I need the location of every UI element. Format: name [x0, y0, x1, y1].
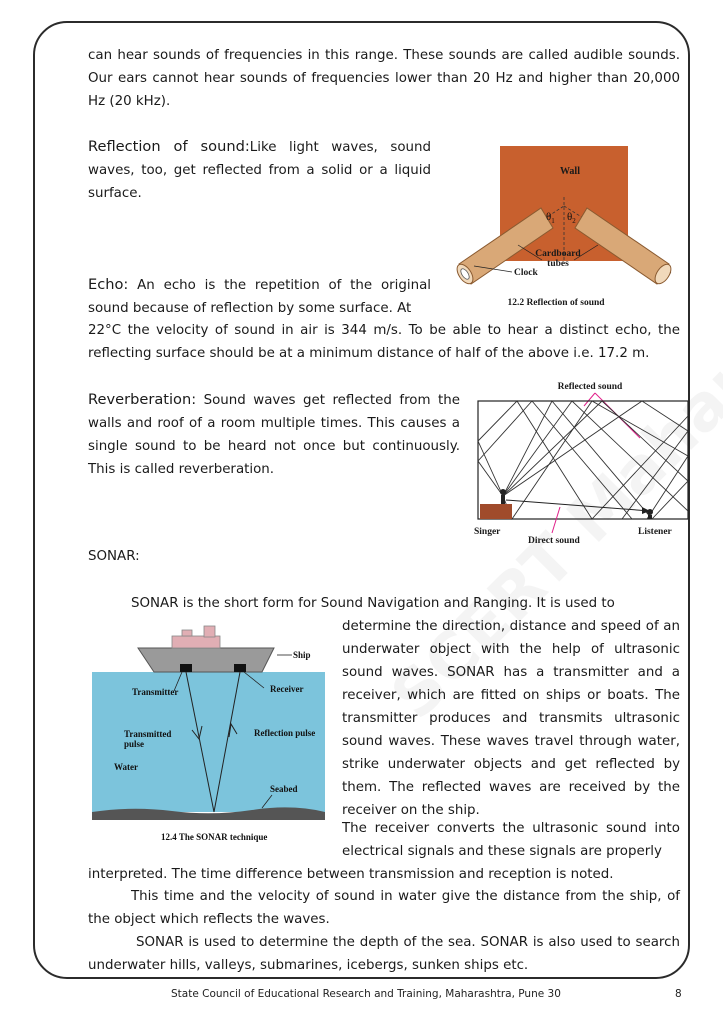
figure-reflection-svg — [446, 142, 682, 312]
sonar-p1-first: SONAR is the short form for Sound Navigation and Ranging. It is used to — [131, 596, 615, 611]
reverberation-text: Sound waves get reflected from the walls and roof of a room multiple times. This causes a single sound to be heard not once but continuously. This is called reverberation. — [88, 393, 460, 477]
figure-sonar-svg — [92, 622, 328, 846]
clock-label: Clock — [514, 268, 538, 278]
paragraph-echo-b: 22°C the velocity of sound in air is 344 m/s. To be able to hear a distinct echo, the reflecting surface should be at a minimum distance of half of the above i.e. 17.2 m. — [88, 323, 680, 361]
reflection-pulse-label: Reflection pulse — [254, 728, 316, 738]
singer-body — [501, 495, 505, 504]
stage — [480, 504, 512, 519]
reflection-rays — [478, 401, 688, 519]
wall-label: Wall — [559, 166, 581, 177]
receiver-label: Receiver — [270, 684, 304, 694]
reflection-text: Like light waves, sound waves, too, get reflected from a solid or a liquid surface. — [88, 140, 431, 201]
reflected-sound-label: Reflected sound — [557, 382, 623, 392]
sonar-caption: 12.4 The SONAR technique — [161, 832, 268, 842]
tubes-label-2: tubes — [547, 259, 569, 269]
sonar-p2-b: interpreted. The time difference between transmission and reception is noted. — [88, 867, 614, 882]
sonar-p2-a: The receiver converts the ultrasonic sound into electrical signals and these signals are properly — [342, 821, 680, 859]
page-number: 8 — [675, 988, 682, 1000]
singer-label: Singer — [474, 527, 501, 537]
sonar-p4: SONAR is used to determine the depth of the sea. SONAR is also used to search underwater hills, valleys, submarines, icebergs, sunken ships etc. — [88, 935, 680, 973]
figure-reverberation-svg — [472, 376, 694, 548]
transmitted-label-1: Transmitted — [124, 729, 172, 739]
transmitted-label-2: pulse — [124, 739, 145, 749]
paragraph-echo-a — [88, 273, 431, 320]
direct-sound-ray — [506, 500, 650, 511]
paragraph-audible: can hear sounds of frequencies in this range. These sounds are called audible sounds. Our ears cannot hear sounds of frequencies lower than 20 Hz and higher than 20,000 Hz (20 kHz). — [88, 48, 680, 109]
listener-head — [647, 509, 653, 515]
ship — [138, 626, 274, 672]
echo-text-a: An echo is the repetition of the original sound because of reflection by some surface. At — [88, 278, 431, 316]
listener-label: Listener — [638, 527, 672, 537]
water-label: Water — [114, 762, 138, 772]
theta1-label: $\theta_1$ — [546, 211, 555, 225]
direct-sound-label: Direct sound — [528, 536, 580, 546]
singer-head — [500, 489, 506, 495]
transmitter-label: Transmitter — [132, 687, 179, 697]
tubes-label-1: Cardboard — [535, 249, 581, 259]
echo-heading: Echo: — [88, 276, 129, 293]
paragraph-reverberation — [88, 388, 460, 481]
reverberation-heading: Reverberation: — [88, 391, 197, 408]
paragraph-reflection — [88, 135, 431, 205]
theta2-label: $\theta_2$ — [567, 211, 576, 225]
figure-sonar — [92, 622, 328, 850]
ship-label: Ship — [293, 650, 311, 660]
sonar-heading: SONAR: — [88, 549, 140, 564]
reflection-heading: Reflection of sound: — [88, 138, 250, 155]
direct-pointer — [552, 507, 560, 533]
seabed-label: Seabed — [270, 784, 298, 794]
sonar-p1-rest: determine the direction, distance and speed of an underwater object with the help of ultrasonic sound waves. SONAR has a transmitter and a receiver, which are fitted on ships or boats. The transmitter produces and transmits ultrasonic sound waves. These waves travel through water, strike underwater objects and get reflected by them. The reflected waves are received by the receiver on the ship. — [342, 619, 680, 818]
footer-publisher: State Council of Educational Research and Training, Maharashtra, Pune 30 — [171, 988, 561, 1000]
sonar-p3: This time and the velocity of sound in water give the distance from the ship, of the object which reflects the waves. — [88, 889, 680, 927]
figure-reverberation — [472, 376, 694, 552]
figure-caption: 12.2 Reflection of sound — [507, 298, 605, 308]
figure-reflection-of-sound — [446, 142, 682, 316]
listener-body — [648, 515, 652, 519]
